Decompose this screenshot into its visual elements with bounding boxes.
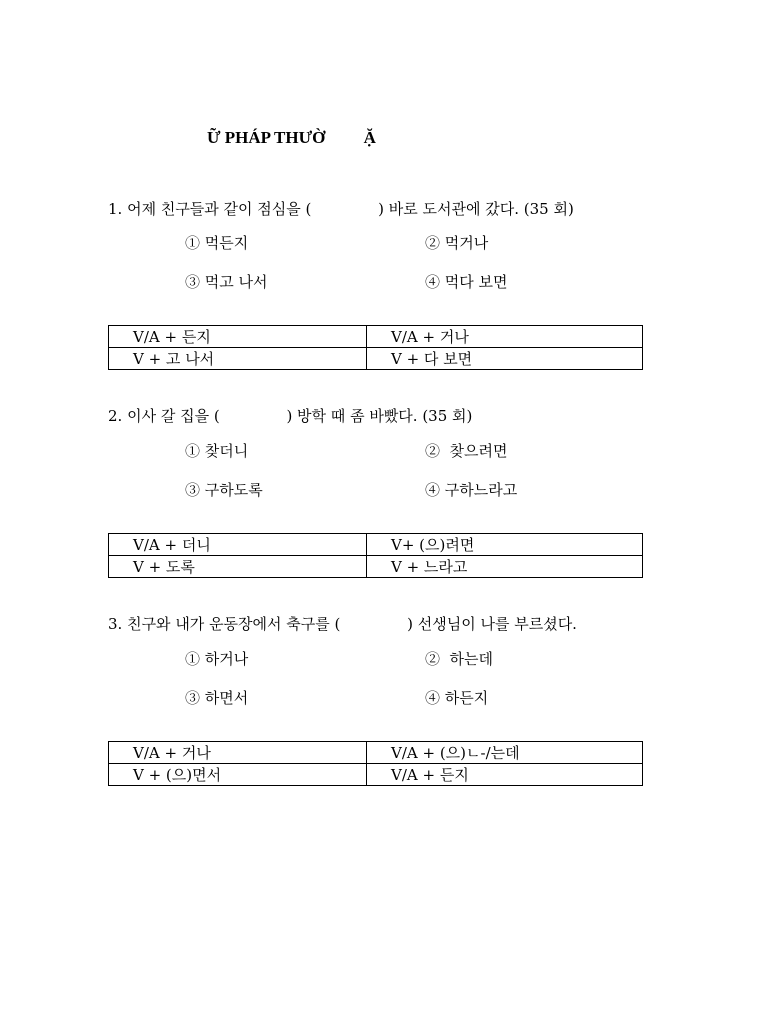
table-cell: V+ (으)려면 — [367, 534, 643, 556]
table-cell: V + 도록 — [109, 556, 367, 578]
table-cell: V + 고 나서 — [109, 348, 367, 370]
q3-option-4: ④ 하든지 — [425, 689, 489, 707]
question-1-text: 1. 어제 친구들과 같이 점심을 ( ) 바로 도서관에 갔다. (35 회) — [108, 200, 574, 218]
table-row — [109, 326, 643, 348]
table-cell: V/A + 든지 — [367, 764, 643, 786]
q2-option-3: ③ 구하도록 — [185, 481, 263, 499]
table-cell: V/A + 든지 — [109, 326, 367, 348]
q2-grammar-table — [108, 533, 643, 578]
page-title: Ữ PHÁP THƯỜ Ặ — [207, 128, 376, 147]
table-row — [109, 764, 643, 786]
q1-option-1: ① 먹든지 — [185, 234, 249, 252]
table-cell: V/A + (으)ㄴ-/는데 — [367, 742, 643, 764]
question-2-text: 2. 이사 갈 집을 ( ) 방학 때 좀 바빴다. (35 회) — [108, 407, 473, 425]
table-cell: V/A + 거나 — [367, 326, 643, 348]
q2-option-1: ① 찾더니 — [185, 442, 249, 460]
table-cell: V + 느라고 — [367, 556, 643, 578]
q1-option-3: ③ 먹고 나서 — [185, 273, 268, 291]
table-cell: V + 다 보면 — [367, 348, 643, 370]
question-3-text: 3. 친구와 내가 운동장에서 축구를 ( ) 선생님이 나를 부르셨다. — [108, 615, 577, 633]
table-row — [109, 556, 643, 578]
q3-grammar-table — [108, 741, 643, 786]
table-cell: V/A + 더니 — [109, 534, 367, 556]
q1-option-2: ② 먹거나 — [425, 234, 489, 252]
table-row — [109, 742, 643, 764]
q2-option-4: ④ 구하느라고 — [425, 481, 518, 499]
table-row — [109, 534, 643, 556]
q3-option-2: ② 하는데 — [425, 650, 494, 668]
q2-option-2: ② 찾으려면 — [425, 442, 508, 460]
q1-grammar-table — [108, 325, 643, 370]
table-row — [109, 348, 643, 370]
table-cell: V + (으)면서 — [109, 764, 367, 786]
q1-option-4: ④ 먹다 보면 — [425, 273, 508, 291]
q3-option-1: ① 하거나 — [185, 650, 249, 668]
q3-option-3: ③ 하면서 — [185, 689, 249, 707]
table-cell: V/A + 거나 — [109, 742, 367, 764]
